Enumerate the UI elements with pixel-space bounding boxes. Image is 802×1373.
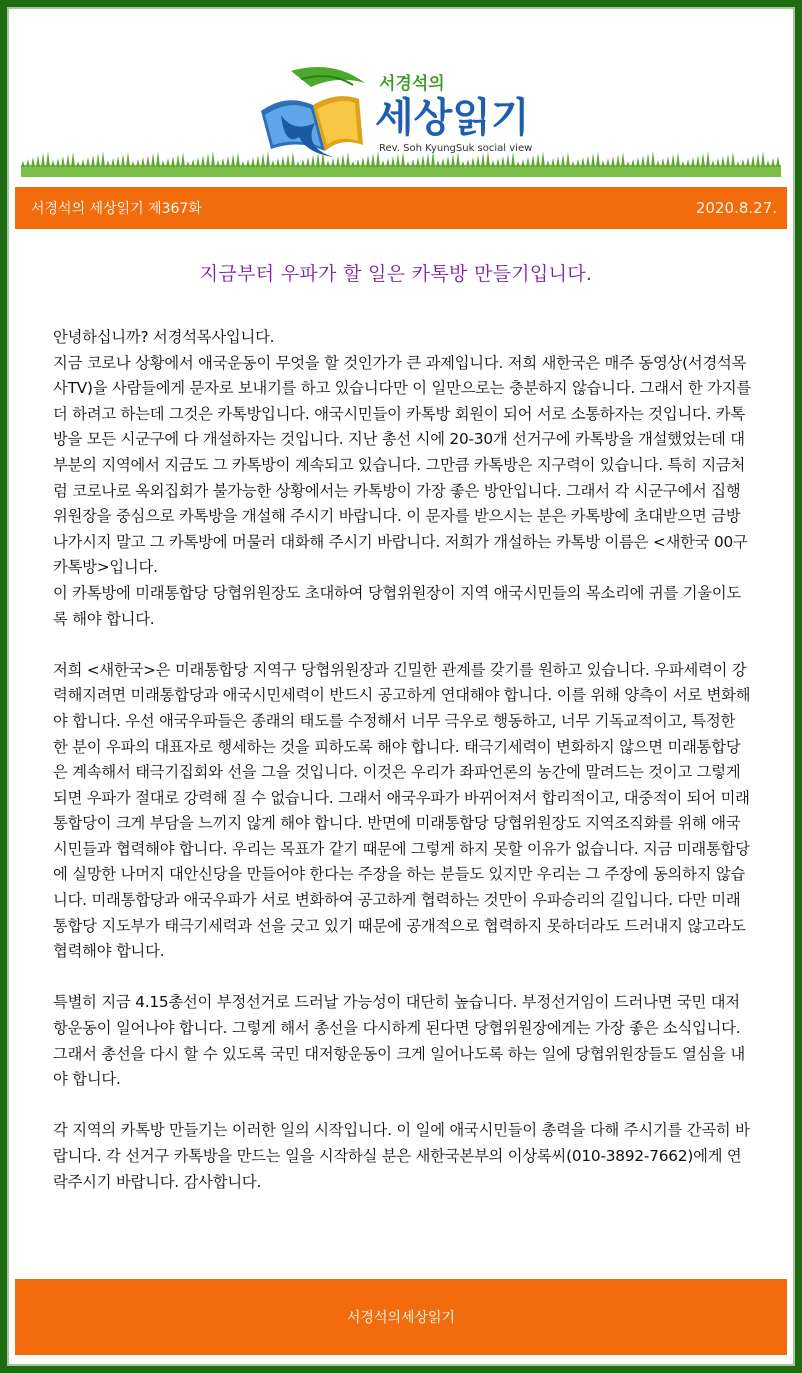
newsletter-container [7,7,795,1366]
issue-label: 서경석의 세상읽기 제367화 [31,201,202,217]
paragraph: 이 카톡방에 미래통합당 당협위원장도 초대하여 당협위원장이 지역 애국시민들의 목소리에 귀를 기울이도록 해야 합니다. [53,583,742,628]
footer-label: 서경석의세상읽기 [346,1310,456,1326]
paragraph-gap [53,632,753,658]
paragraph-greeting: 안녕하십니까? 서경석목사입니다. [53,328,275,346]
paragraph: 각 지역의 카톡방 만들기는 이러한 일의 시작입니다. 이 일에 애국시민들이 총력을 다해 주시기를 간곡히 바랍니다. 각 선거구 카톡방을 만드는 일을 시작하실 분은 새한국본부의 이상록씨(010-3892-7662)에게 연락주시기 바랍니다. 감사합니다. [53,1121,750,1191]
logo [241,53,581,163]
paragraph-gap [53,965,753,991]
footer [15,1279,787,1355]
logo-subtitle: Rev. Soh KyungSuk social view [379,143,533,154]
paragraph-gap [53,1093,753,1119]
logo-small-title: 서경석의 [379,74,445,94]
paragraph: 지금 코로나 상황에서 애국운동이 무엇을 할 것인가가 큰 과제입니다. 저희 새한국은 매주 동영상(서경석목사TV)을 사람들에게 문자로 보내기를 하고 있습니다만 이 일만으로는 충분하지 않습니다. 그래서 한 가지를 더 하려고 하는데 그것은 카톡방입니다. 애국시민들이 카톡방 회원이 되어 서로 소통하자는 것입니다. 카톡방을 모든 시군구에 다 개설하자는 것입니다. 지난 총선 시에 20-30개 선거구에 카톡방을 개설했었는데 대부분의 지역에서 지금도 그 카톡방이 계속되고 있습니다. 그만큼 카톡방은 지구력이 있습니다. 특히 지금처럼 코로나로 옥외집회가 불가능한 상황에서는 카톡방이 가장 좋은 방안입니다. 그래서 각 시군구에서 집행위원장을 중심으로 카톡방을 개설해 주시기 바랍니다. 이 문자를 받으시는 분은 카톡방에 초대받으면 금방 나가시지 말고 그 카톡방에 머물러 대화해 주시기 바랍니다. 저희가 개설하는 카톡방 이름은 <새한국 00구 카톡방>입니다. [53,353,752,577]
article-headline: 지금부터 우파가 할 일은 카톡방 만들기입니다. [199,263,593,285]
paragraph: 특별히 지금 4.15총선이 부정선거로 드러날 가능성이 대단히 높습니다. 부정선거임이 드러나면 국민 대저항운동이 일어나야 합니다. 그렇게 해서 총선을 다시하게 된다면 당협위원장에게는 가장 좋은 소식입니다. 그래서 총선을 다시 할 수 있도록 국민 대저항운동이 크게 일어나도록 하는 일에 당협위원장들도 열심을 내야 합니다. [53,993,746,1089]
header [9,9,793,187]
issue-date: 2020.8.27. [695,199,777,217]
paragraph: 저희 <새한국>은 미래통합당 지역구 당협위원장과 긴밀한 관계를 갖기를 원하고 있습니다. 우파세력이 강력해지려면 미래통합당과 애국시민세력이 반드시 공고하게 연대해야 합니다. 이를 위해 양측이 서로 변화해야 합니다. 우선 애국우파들은 종래의 태도를 수정해서 너무 극우로 행동하고, 너무 기독교적이고, 특정한 한 분이 우파의 대표자로 행세하는 것을 피하도록 해야 합니다. 태극기세력이 변화하지 않으면 미래통합당은 계속해서 태극기집회와 선을 그을 것입니다. 이것은 우리가 좌파언론의 농간에 말려드는 것이고 그렇게 되면 우파가 절대로 강력해 질 수 없습니다. 그래서 애국우파가 바뀌어져서 합리적이고, 대중적이 되어 미래통합당이 크게 부담을 느끼지 않게 해야 합니다. 반면에 미래통합당 당협위원장도 지역조직화를 위해 애국시민들과 협력해야 합니다. 우리는 목표가 같기 때문에 그렇게 하지 못할 이유가 없습니다. 지금 미래통합당에 실망한 나머지 대안신당을 만들어야 한다는 주장을 하는 분들도 있지만 우리는 그 주장에 동의하지 않습니다. 미래통합당과 애국우파가 서로 변화하여 공고하게 협력하는 것만이 우파승리의 길입니다. 다만 미래통합당 지도부가 태극기세력과 선을 긋고 있기 때문에 공개적으로 협력하지 못하더라도 드러내지 않고라도 협력해야 합니다. [53,660,751,961]
grass-strip [21,149,781,177]
logo-big-title: 세상읽기 [375,95,530,141]
article-body [53,325,753,1195]
issue-banner [15,187,787,229]
